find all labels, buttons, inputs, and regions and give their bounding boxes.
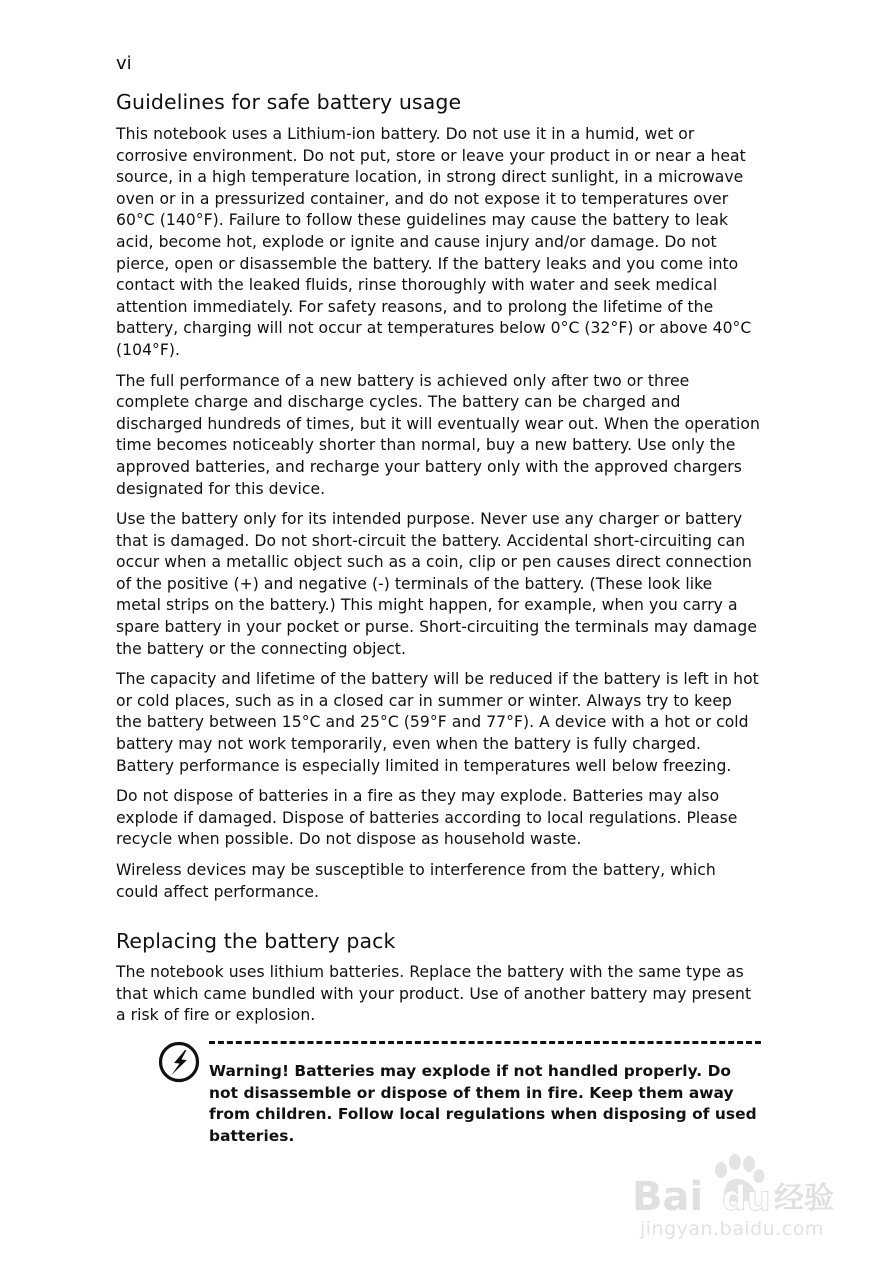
- heading-safe-battery-usage: Guidelines for safe battery usage: [116, 90, 462, 114]
- warning-divider: [209, 1041, 761, 1044]
- paragraph: This notebook uses a Lithium-ion battery. Do not use it in a humid, wet or corrosive environment. Do not put, store or leave your product in or near a heat source, in a high temperature location, in strong direct sunlight, in a microwave oven or in a pressurized container, and do not expose it to temperatures over 60°C (140°F). Failure to follow these guidelines may cause the battery to leak acid, become hot, explode or ignite and cause injury and/or damage. Do not pierce, open or disassemble the battery. If the battery leaks and you come into contact with the leaked fluids, rinse thoroughly with water and seek medical attention immediately. For safety reasons, and to prolong the lifetime of the battery, charging will not occur at temperatures below 0°C (32°F) or above 40°C (104°F).: [116, 125, 752, 359]
- warning-text: Warning! Batteries may explode if not handled properly. Do not disassemble or dispose of them in fire. Keep them away from children. Follow local regulations when disposing of used batteries.: [209, 1061, 757, 1145]
- paragraph: Wireless devices may be susceptible to interference from the battery, which could affect performance.: [116, 861, 716, 901]
- baidu-watermark: [628, 1148, 848, 1248]
- paragraph: The capacity and lifetime of the battery will be reduced if the battery is left in hot or cold places, such as in a closed car in summer or winter. Always try to keep the battery between 15°C and 25°C (59°F and 77°F). A device with a hot or cold battery may not work temporarily, even when the battery is fully charged. Battery performance is especially limited in temperatures well below freezing.: [116, 670, 759, 775]
- paragraph: Use the battery only for its intended purpose. Never use any charger or battery that is damaged. Do not short-circuit the battery. Accidental short-circuiting can occur when a metallic object such as a coin, clip or pen causes direct connection of the positive (+) and negative (-) terminals of the battery. (These look like metal strips on the battery.) This might happen, for example, when you carry a spare battery in your pocket or purse. Short-circuiting the terminals may damage the battery or the connecting object.: [116, 510, 757, 658]
- warning-callout: [116, 1041, 761, 1147]
- baidu-logo-icon: [628, 1148, 848, 1220]
- watermark-url: jingyan.baidu.com: [640, 1218, 824, 1240]
- paragraph: The notebook uses lithium batteries. Replace the battery with the same type as that which came bundled with your product. Use of another battery may present a risk of fire or explosion.: [116, 963, 752, 1025]
- paragraph: The full performance of a new battery is achieved only after two or three complete charge and discharge cycles. The battery can be charged and discharged hundreds of times, but it will eventually wear out. When the operation time becomes noticeably shorter than normal, buy a new battery. Use only the approved batteries, and recharge your battery only with the approved chargers designated for this device.: [116, 371, 760, 498]
- paragraph: Do not dispose of batteries in a fire as they may explode. Batteries may also explode if damaged. Dispose of batteries according to local regulations. Please recycle when possible. Do not dispose as household waste.: [116, 787, 738, 849]
- svg-text:经验: 经验: [774, 1181, 834, 1216]
- svg-text:du: du: [722, 1179, 771, 1219]
- heading-replacing-battery: Replacing the battery pack: [116, 929, 396, 954]
- svg-text:Bai: Bai: [632, 1174, 704, 1220]
- warning-lightning-icon: [158, 1041, 200, 1083]
- page-number: vi: [116, 53, 132, 74]
- document-body: [116, 90, 761, 1147]
